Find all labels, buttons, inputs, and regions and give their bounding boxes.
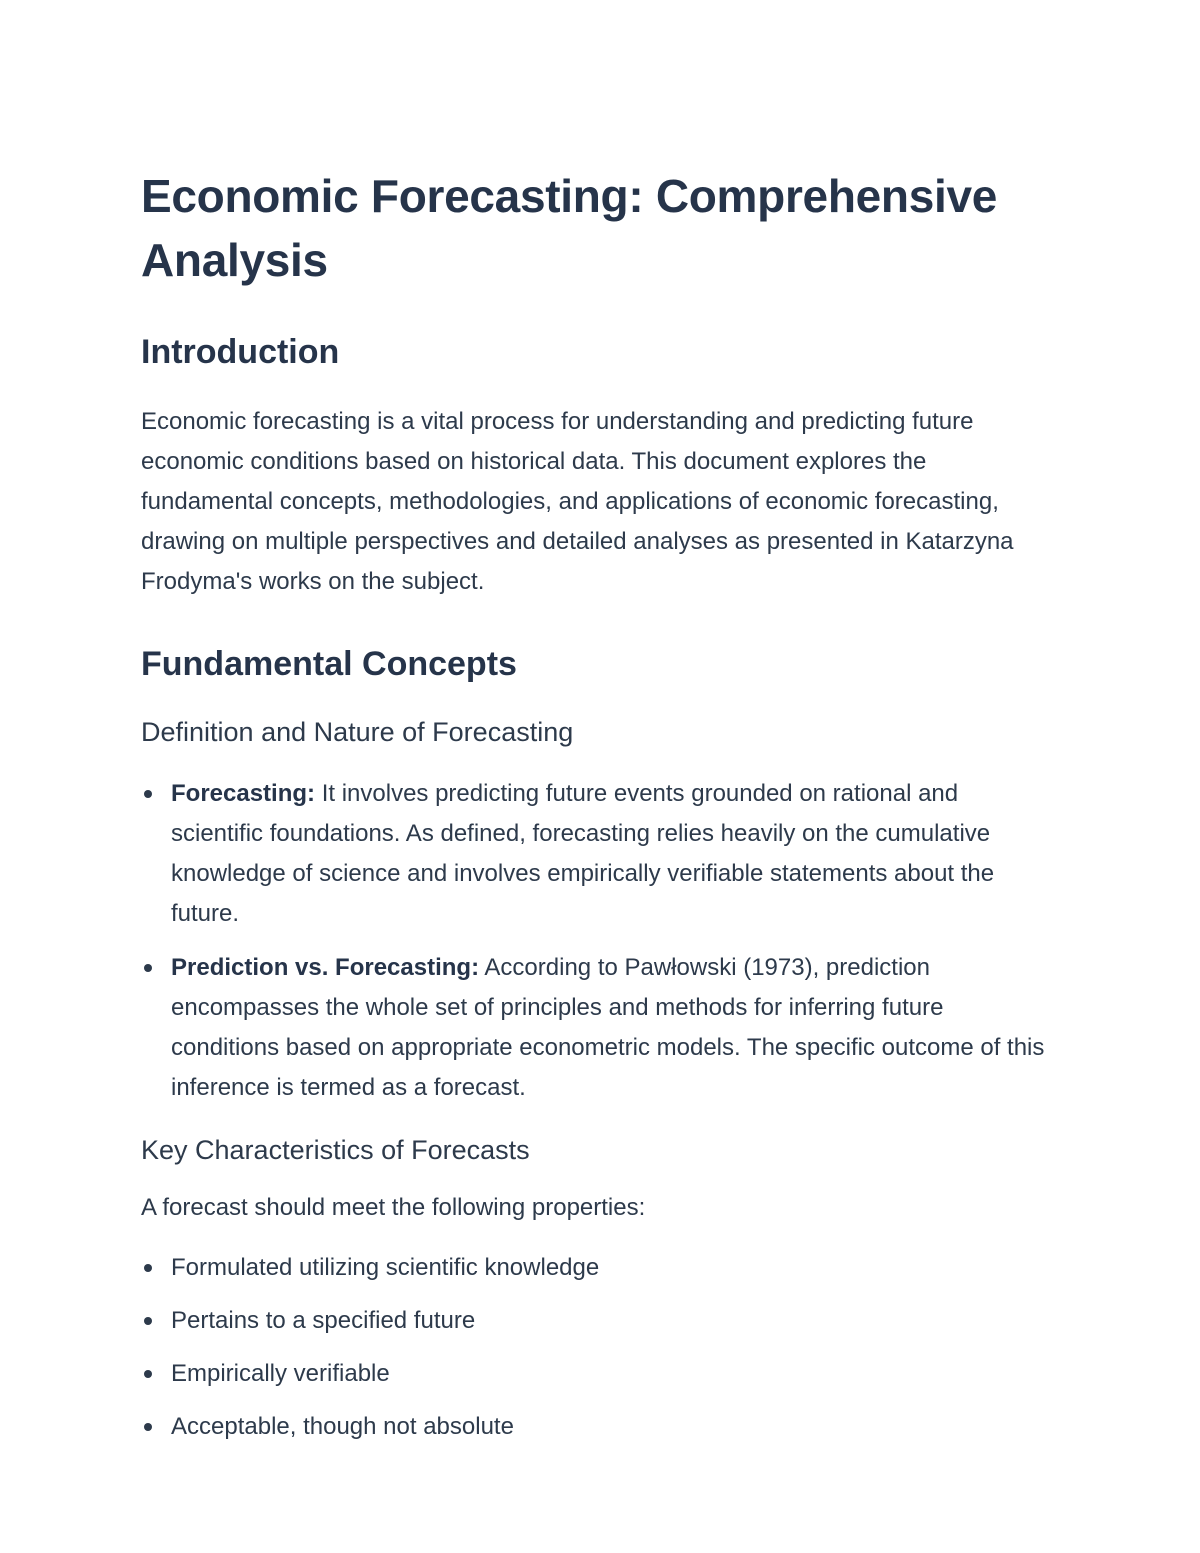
list-item xyxy=(141,1248,1046,1288)
bullet-icon xyxy=(144,1317,152,1325)
bullet-icon xyxy=(144,1370,152,1378)
characteristics-lead: A forecast should meet the following properties: xyxy=(141,1194,646,1221)
bullet-icon xyxy=(144,1423,152,1431)
list-item-text: Pertains to a specified future xyxy=(171,1307,476,1334)
list-item-text: According to Pawłowski (1973), prediction encompasses the whole set of principles and methods for inferring future conditions based on appropriate econometric models. The specific outcome of this inference is termed as a forecast. xyxy=(171,954,1045,1101)
introduction-heading: Introduction xyxy=(141,333,340,371)
list-item-text: Empirically verifiable xyxy=(171,1360,390,1387)
bullet-icon xyxy=(144,1264,152,1272)
definition-list xyxy=(141,774,1046,1108)
introduction-paragraph: Economic forecasting is a vital process for understanding and predicting future economic conditions based on historical data. This document explores the fundamental concepts, methodologies, and applications of economic forecasting, drawing on multiple perspectives and detailed analyses as presented in Katarzyna Frodyma's works on the subject. xyxy=(141,408,1014,595)
list-item-text: Acceptable, though not absolute xyxy=(171,1413,514,1440)
bullet-icon xyxy=(144,790,152,798)
list-item xyxy=(141,1301,1046,1341)
list-item-text: Formulated utilizing scientific knowledge xyxy=(171,1254,600,1281)
fundamental-concepts-heading: Fundamental Concepts xyxy=(141,645,517,683)
list-item xyxy=(141,774,1046,934)
document-title: Economic Forecasting: Comprehensive Analysis xyxy=(141,170,998,286)
document-page xyxy=(141,164,1046,1447)
list-item xyxy=(141,1407,1046,1447)
list-item xyxy=(141,948,1046,1108)
list-item-term: Prediction vs. Forecasting: xyxy=(171,954,480,981)
characteristics-list xyxy=(141,1248,1046,1447)
list-item xyxy=(141,1354,1046,1394)
list-item-term: Forecasting: xyxy=(171,780,316,807)
definition-heading: Definition and Nature of Forecasting xyxy=(141,717,574,747)
characteristics-heading: Key Characteristics of Forecasts xyxy=(141,1135,530,1165)
list-item-text: It involves predicting future events grounded on rational and scientific foundations. As defined, forecasting relies heavily on the cumulative knowledge of science and involves empirically verifiable statements about the future. xyxy=(171,780,995,927)
bullet-icon xyxy=(144,964,152,972)
